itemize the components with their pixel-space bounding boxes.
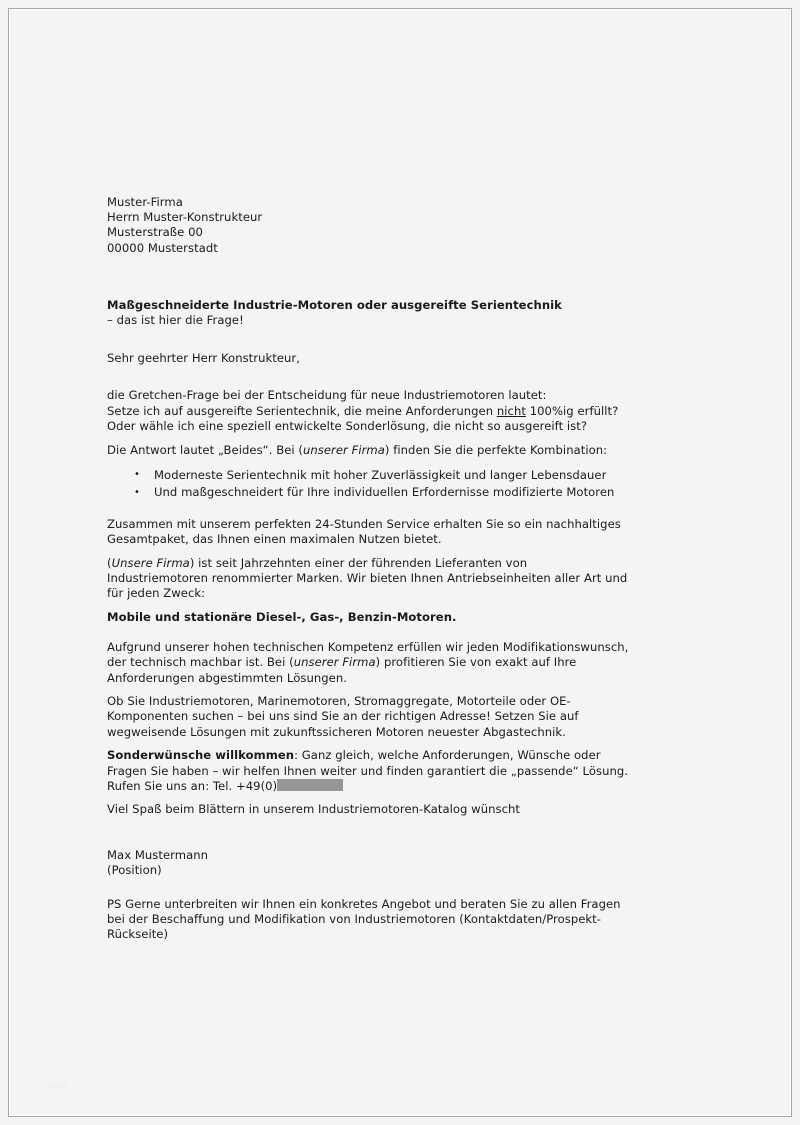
recipient-address-block [107, 195, 707, 256]
question-line-2-post: 100%ig erfüllt? [525, 403, 619, 418]
postscript-line-2: bei der Beschaffung und Modifikation von Industriemotoren (Kontaktdaten/Prospekt- [107, 911, 602, 926]
list-item [107, 485, 707, 501]
answer-pre: Die Antwort lautet „Beides“. Bei ( [107, 442, 303, 457]
special-line-3 [107, 779, 707, 794]
paragraph-range [107, 694, 707, 740]
paragraph-service [107, 517, 707, 547]
signature-name: Max Mustermann [107, 848, 209, 863]
question-line-1: die Gretchen-Frage bei der Entscheidung für neue Industriemotoren lautet: [107, 388, 547, 403]
list-item [107, 468, 707, 484]
postscript-block [107, 897, 707, 943]
question-line-2 [107, 404, 707, 419]
heading-products: Mobile und stationäre Diesel-, Gas-, Benzin-Motoren. [107, 609, 457, 624]
redacted-phone-number [277, 779, 343, 791]
company-line-3: für jeden Zweck: [107, 586, 206, 601]
recipient-line-company: Muster-Firma [107, 195, 183, 209]
special-after-bold: : Ganz gleich, welche Anforderungen, Wünsche oder [294, 748, 601, 763]
range-line-2: Komponenten suchen – bei uns sind Sie an der richtigen Adresse! Setzen Sie auf [107, 709, 579, 724]
salutation: Sehr geehrter Herr Konstrukteur, [107, 351, 300, 366]
question-line-2-pre: Setze ich auf ausgereifte Serientechnik, die meine Anforderungen [107, 403, 497, 418]
signature-block [107, 848, 707, 878]
paragraph-answer [107, 443, 707, 458]
page-watermark: blog [47, 1079, 68, 1091]
company-pre: ( [107, 555, 112, 570]
postscript-line-1: PS Gerne unterbreiten wir Ihnen ein konkretes Angebot und beraten Sie zu allen Fragen [107, 896, 621, 911]
paragraph-special-requests [107, 748, 707, 794]
competence-line-2 [107, 655, 707, 670]
paragraph-competence [107, 640, 707, 686]
special-bold-lead: Sonderwünsche willkommen [107, 748, 295, 763]
question-emphasis-nicht: nicht [496, 403, 526, 418]
service-line-2: Gesamtpaket, das Ihnen einen maximalen Nutzen bietet. [107, 532, 442, 547]
signature-position: (Position) [107, 863, 162, 878]
company-line-2: Industriemotoren renommierter Marken. Wir bieten Ihnen Antriebseinheiten aller Art und [107, 571, 628, 586]
page-frame [8, 8, 792, 1117]
signature-spacer [107, 826, 707, 848]
company-line-1 [107, 556, 707, 571]
benefits-list [107, 468, 707, 501]
phone-label: Rufen Sie uns an: Tel. +49(0) [107, 778, 278, 793]
benefit-text-1: Moderneste Serientechnik mit hoher Zuverlässigkeit und langer Lebensdauer [154, 467, 607, 482]
company-name-italic: Unsere Firma [111, 555, 190, 570]
letter-body [107, 195, 707, 951]
answer-company-italic: unserer Firma [302, 442, 385, 457]
recipient-line-street: Musterstraße 00 [107, 225, 203, 240]
competence-line-3: Anforderungen abgestimmten Lösungen. [107, 670, 347, 685]
competence-line-2-post: ) profitieren Sie von exakt auf Ihre [375, 655, 577, 670]
letter-headline: Maßgeschneiderte Industrie-Motoren oder ausgereifte Serientechnik [107, 297, 562, 312]
special-line-1 [107, 748, 707, 763]
competence-line-2-pre: der technisch machbar ist. Bei ( [107, 655, 294, 670]
paragraph-company [107, 556, 707, 602]
range-line-1: Ob Sie Industriemotoren, Marinemotoren, Stromaggregate, Motorteile oder OE- [107, 694, 571, 709]
service-line-1: Zusammen mit unserem perfekten 24-Stunden Service erhalten Sie so ein nachhaltiges [107, 516, 621, 531]
question-line-3: Oder wähle ich eine speziell entwickelte Sonderlösung, die nicht so ausgereift ist? [107, 418, 588, 433]
range-line-3: wegweisende Lösungen mit zukunftssicheren Motoren neuester Abgastechnik. [107, 724, 566, 739]
special-line-2: Fragen Sie haben – wir helfen Ihnen weiter und finden garantiert die „passende“ Lösung. [107, 763, 629, 778]
recipient-line-person: Herrn Muster-Konstrukteur [107, 210, 263, 225]
letter-subheadline: – das ist hier die Frage! [107, 313, 244, 328]
competence-line-1: Aufgrund unserer hohen technischen Kompetenz erfüllen wir jeden Modifikationswunsch, [107, 640, 629, 655]
company-post: ) ist seit Jahrzehnten einer der führenden Lieferanten von [189, 555, 528, 570]
paragraph-question [107, 388, 707, 434]
answer-post: ) finden Sie die perfekte Kombination: [384, 442, 608, 457]
recipient-line-city: 00000 Musterstadt [107, 240, 218, 255]
benefit-text-2: Und maßgeschneidert für Ihre individuellen Erfordernisse modifizierte Motoren [154, 485, 615, 500]
postscript-line-3: Rückseite) [107, 926, 169, 941]
closing-line: Viel Spaß beim Blättern in unserem Industriemotoren-Katalog wünscht [107, 802, 521, 817]
competence-company-italic: unserer Firma [293, 655, 376, 670]
